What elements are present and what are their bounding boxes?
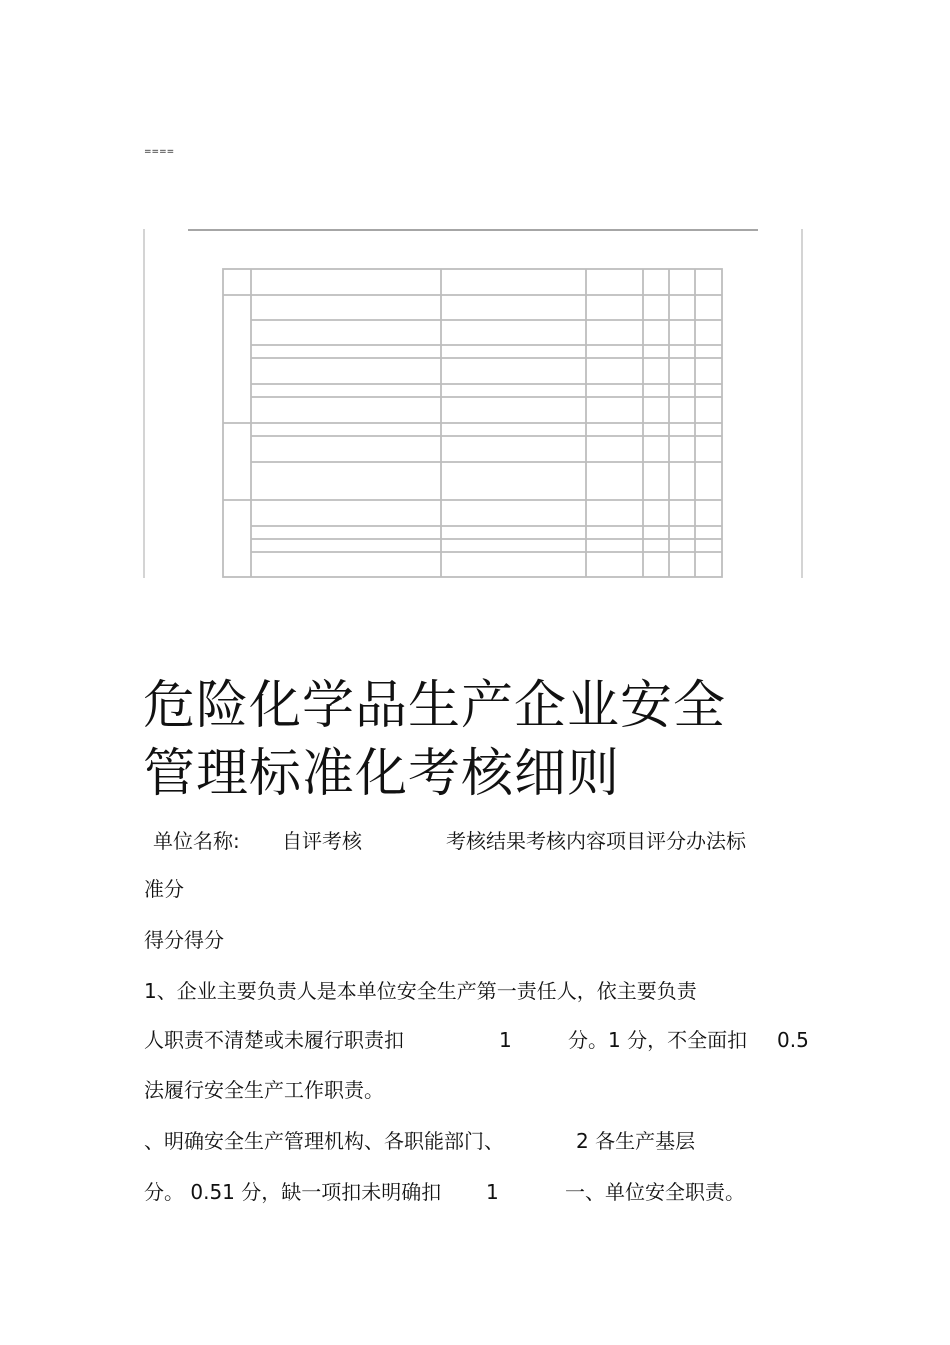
- header-text: 考核结果考核内容项目评分办法标: [446, 829, 746, 853]
- line8-part-b: 1: [486, 1180, 499, 1204]
- unit-name-label: 单位名称:: [153, 829, 240, 853]
- line5-part-a: 人职责不清楚或未履行职责扣: [144, 1028, 404, 1052]
- body-line-3: 得分得分: [144, 928, 224, 952]
- line5-part-c: 分。1 分，不全面扣: [568, 1028, 748, 1052]
- self-assessment-label: 自评考核: [282, 829, 362, 853]
- body-line-8: [0, 1179, 950, 1205]
- line7-part-b: 2 各生产基层: [576, 1129, 696, 1153]
- title-line-2: 管理标准化考核细则: [143, 744, 621, 804]
- line8-part-c: 一、单位安全职责。: [565, 1180, 745, 1204]
- line5-part-b: 1: [499, 1028, 512, 1052]
- body-line-6: 法履行安全生产工作职责。: [144, 1078, 384, 1102]
- document-title: [143, 672, 726, 808]
- body-line-7: [0, 1128, 950, 1154]
- blank-table-figure: [143, 229, 803, 578]
- page-marker: ====: [144, 147, 175, 157]
- body-line-1: [0, 828, 950, 854]
- body-line-4: 1、企业主要负责人是本单位安全生产第一责任人，依主要负责: [144, 979, 697, 1003]
- line5-part-d: 0.5: [777, 1028, 809, 1052]
- line8-part-a: 分。 0.51 分，缺一项扣未明确扣: [144, 1180, 442, 1204]
- line7-part-a: 、明确安全生产管理机构、各职能部门、: [144, 1129, 504, 1153]
- body-line-2: 准分: [144, 877, 184, 901]
- title-line-1: 危险化学品生产企业安全: [143, 676, 727, 736]
- body-line-5: [0, 1027, 950, 1053]
